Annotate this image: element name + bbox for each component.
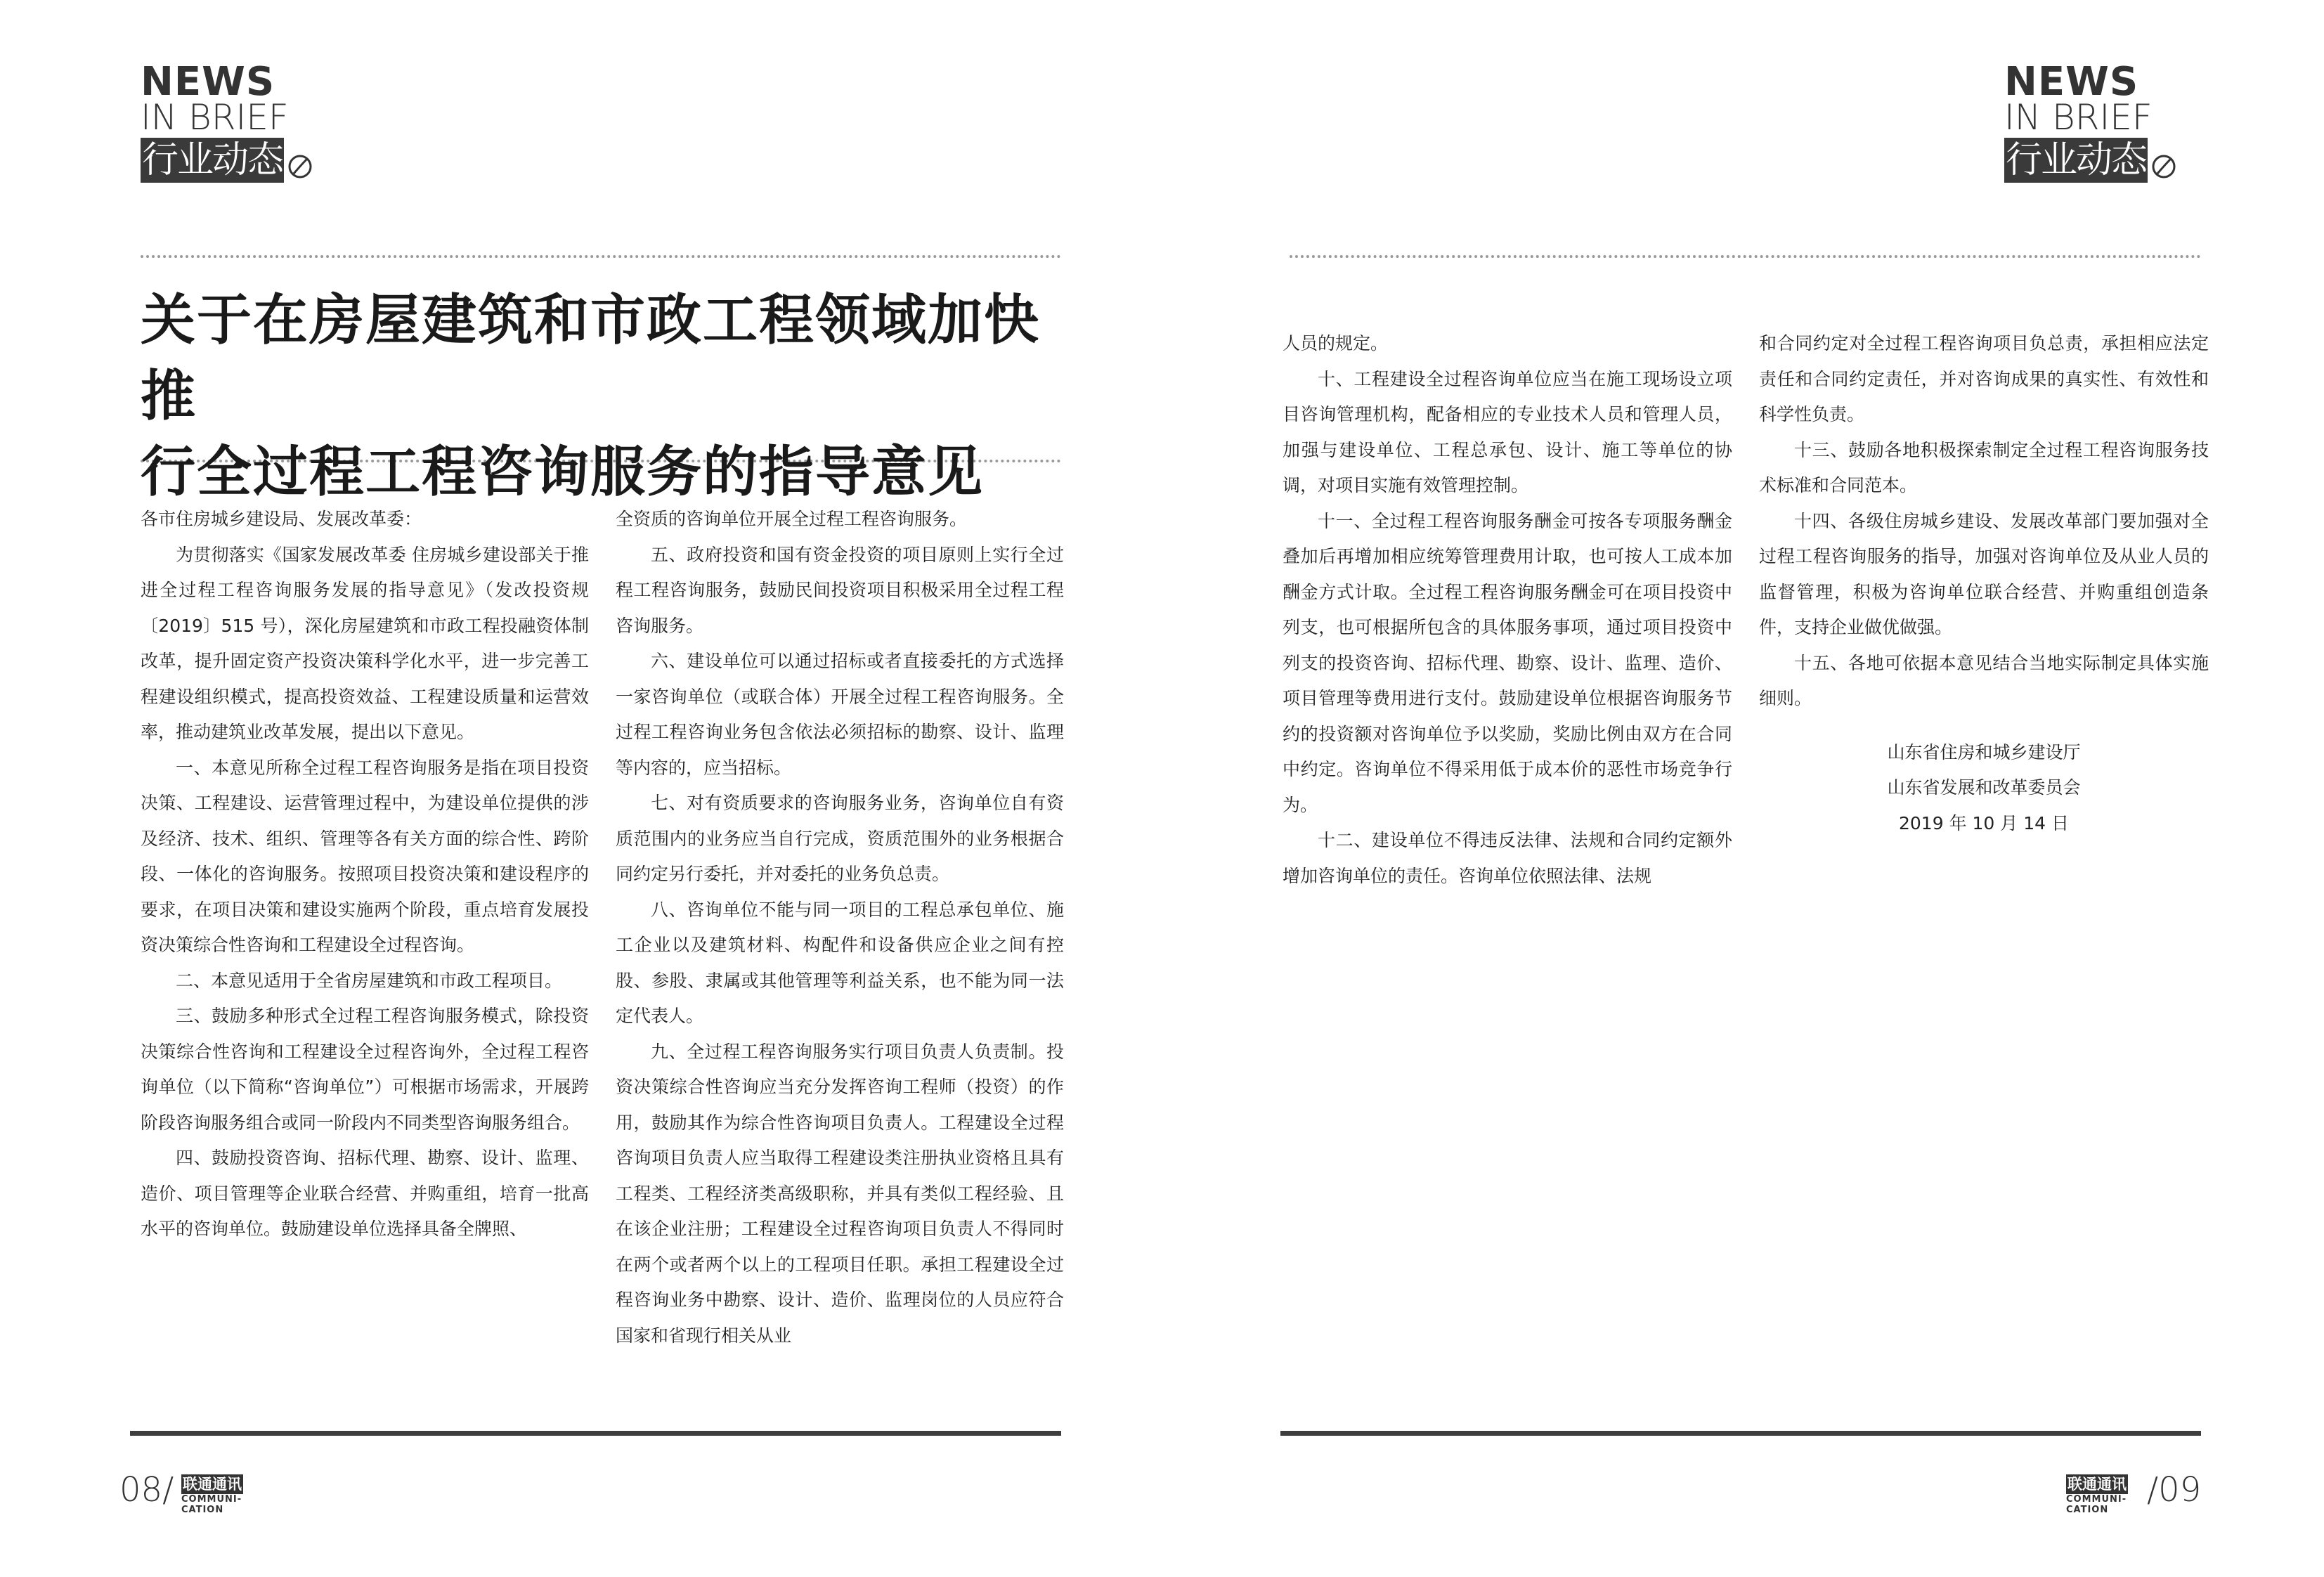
page-number-slash: / <box>162 1470 174 1510</box>
logo-in-brief-text: IN BRIEF <box>2004 97 2153 138</box>
publication-logo-left <box>181 1474 260 1515</box>
logo-news-text: NEWS <box>2004 59 2139 105</box>
body-paragraph: 六、建设单位可以通过招标或者直接委托的方式选择一家咨询单位（或联合体）开展全过程工程咨询服务。全过程工程咨询业务包含依法必须招标的勘察、设计、监理等内容的，应当招标。 <box>616 651 1064 778</box>
page-number-right <box>2147 1470 2201 1510</box>
publication-en-line: CATION <box>181 1505 224 1515</box>
ornament-icon <box>2145 143 2180 182</box>
publication-name: 联通通讯 <box>183 1476 242 1493</box>
body-paragraph: 七、对有资质要求的咨询服务业务，咨询单位自有资质范围内的业务应当自行完成，资质范围外的业务根据合同约定另行委托，并对委托的业务负总责。 <box>616 793 1064 884</box>
page-number-left <box>119 1470 174 1510</box>
article-title-line: 行全过程工程咨询服务的指导意见 <box>141 441 985 504</box>
salutation: 各市住房城乡建设局、发展改革委： <box>141 509 422 529</box>
logo-news-text: NEWS <box>141 59 275 105</box>
footer-rule <box>1280 1431 2201 1436</box>
body-column-1 <box>141 502 589 1247</box>
body-paragraph: 为贯彻落实《国家发展改革委 住房城乡建设部关于推进全过程工程咨询服务发展的指导意见》（发改投资规〔2019〕515 号），深化房屋建筑和市政工程投融资体制改革，提升固定资产投资决策科学化水平，进一步完善工程建设组织模式，提高投资效益、工程建设质量和运营效率，推动建筑业改革发展，提出以下意见。 <box>141 544 589 742</box>
body-paragraph: 四、鼓励投资咨询、招标代理、勘察、设计、监理、造价、项目管理等企业联合经营、并购重组，培育一批高水平的咨询单位。鼓励建设单位选择具备全牌照、 <box>141 1148 589 1239</box>
body-paragraph: 十、工程建设全过程咨询单位应当在施工现场设立项目咨询管理机构，配备相应的专业技术人员和管理人员，加强与建设单位、工程总承包、设计、施工等单位的协调，对项目实施有效管理控制。 <box>1283 368 1732 495</box>
section-logo-left <box>141 59 351 183</box>
page-number: 09 <box>2158 1470 2202 1510</box>
body-paragraph: 二、本意见适用于全省房屋建筑和市政工程项目。 <box>176 970 563 991</box>
page-number-slash: / <box>2147 1470 2159 1510</box>
logo-category-label: 行业动态 <box>2006 139 2147 181</box>
body-paragraph: 十四、各级住房城乡建设、发展改革部门要加强对全过程工程咨询服务的指导，加强对咨询单位及从业人员的监督管理，积极为咨询单位联合经营、并购重组创造条件，支持企业做优做强。 <box>1759 510 2209 637</box>
body-paragraph: 五、政府投资和国有资金投资的项目原则上实行全过程工程咨询服务，鼓励民间投资项目积极采用全过程工程咨询服务。 <box>616 544 1064 636</box>
footer-rule <box>130 1431 1061 1436</box>
publication-logo-right <box>2066 1474 2145 1515</box>
signature-block <box>1759 735 2209 842</box>
ornament-icon <box>281 143 316 182</box>
section-logo-right <box>2004 59 2215 183</box>
publication-en-line: COMMUNI- <box>181 1494 242 1505</box>
body-paragraph: 十二、建设单位不得违反法律、法规和合同约定额外增加咨询单位的责任。咨询单位依照法律、法规 <box>1283 830 1732 886</box>
publication-en-line: CATION <box>2066 1505 2109 1515</box>
article-title-line: 关于在房屋建筑和市政工程领域加快推 <box>141 289 1041 428</box>
logo-category-label: 行业动态 <box>142 139 283 181</box>
body-paragraph: 十三、鼓励各地积极探索制定全过程工程咨询服务技术标准和合同范本。 <box>1759 439 2209 495</box>
body-column-3 <box>1283 326 1732 894</box>
dotted-divider <box>1290 255 2201 258</box>
publication-en-line: COMMUNI- <box>2066 1494 2127 1505</box>
page-number: 08 <box>119 1470 163 1510</box>
logo-in-brief-text: IN BRIEF <box>141 97 289 138</box>
body-paragraph: 十五、各地可依据本意见结合当地实际制定具体实施细则。 <box>1759 652 2209 708</box>
article-title <box>141 283 1075 510</box>
publication-name: 联通通讯 <box>2067 1476 2127 1493</box>
signature-issuer: 山东省住房和城乡建设厅 <box>1887 741 2081 762</box>
body-paragraph: 十一、全过程工程咨询服务酬金可按各专项服务酬金叠加后再增加相应统筹管理费用计取，也可按人工成本加酬金方式计取。全过程工程咨询服务酬金可在项目投资中列支，也可根据所包含的具体服务事项，通过项目投资中列支的投资咨询、招标代理、勘察、设计、监理、造价、项目管理等费用进行支付。鼓励建设单位根据咨询服务节约的投资额对咨询单位予以奖励，奖励比例由双方在合同中约定。咨询单位不得采用低于成本价的恶性市场竞争行为。 <box>1283 510 1732 815</box>
body-paragraph: 和合同约定对全过程工程咨询项目负总责，承担相应法定责任和合同约定责任，并对咨询成果的真实性、有效性和科学性负责。 <box>1759 333 2209 424</box>
body-paragraph: 九、全过程工程咨询服务实行项目负责人负责制。投资决策综合性咨询应当充分发挥咨询工程师（投资）的作用，鼓励其作为综合性咨询项目负责人。工程建设全过程咨询项目负责人应当取得工程建设类注册执业资格且具有工程类、工程经济类高级职称，并具有类似工程经验、且在该企业注册；工程建设全过程咨询项目负责人不得同时在两个或者两个以上的工程项目任职。承担工程建设全过程咨询业务中勘察、设计、造价、监理岗位的人员应符合国家和省现行相关从业 <box>616 1041 1064 1346</box>
body-paragraph: 八、咨询单位不能与同一项目的工程总承包单位、施工企业以及建筑材料、构配件和设备供应企业之间有控股、参股、隶属或其他管理等利益关系，也不能为同一法定代表人。 <box>616 899 1064 1026</box>
body-paragraph: 三、鼓励多种形式全过程工程咨询服务模式，除投资决策综合性咨询和工程建设全过程咨询外，全过程工程咨询单位（以下简称“咨询单位”）可根据市场需求，开展跨阶段咨询服务组合或同一阶段内不同类型咨询服务组合。 <box>141 1006 589 1133</box>
body-column-2 <box>616 502 1064 1354</box>
body-column-4 <box>1759 326 2209 841</box>
signature-issuer: 山东省发展和改革委员会 <box>1887 777 2081 798</box>
signature-date: 2019 年 10 月 14 日 <box>1899 812 2069 833</box>
body-paragraph: 一、本意见所称全过程工程咨询服务是指在项目投资决策、工程建设、运营管理过程中，为建设单位提供的涉及经济、技术、组织、管理等各有关方面的综合性、跨阶段、一体化的咨询服务。按照项目投资决策和建设程序的要求，在项目决策和建设实施两个阶段，重点培育发展投资决策综合性咨询和工程建设全过程咨询。 <box>141 757 589 955</box>
body-paragraph: 人员的规定。 <box>1283 333 1389 353</box>
dotted-divider <box>141 255 1061 258</box>
body-paragraph: 全资质的咨询单位开展全过程工程咨询服务。 <box>616 509 968 529</box>
